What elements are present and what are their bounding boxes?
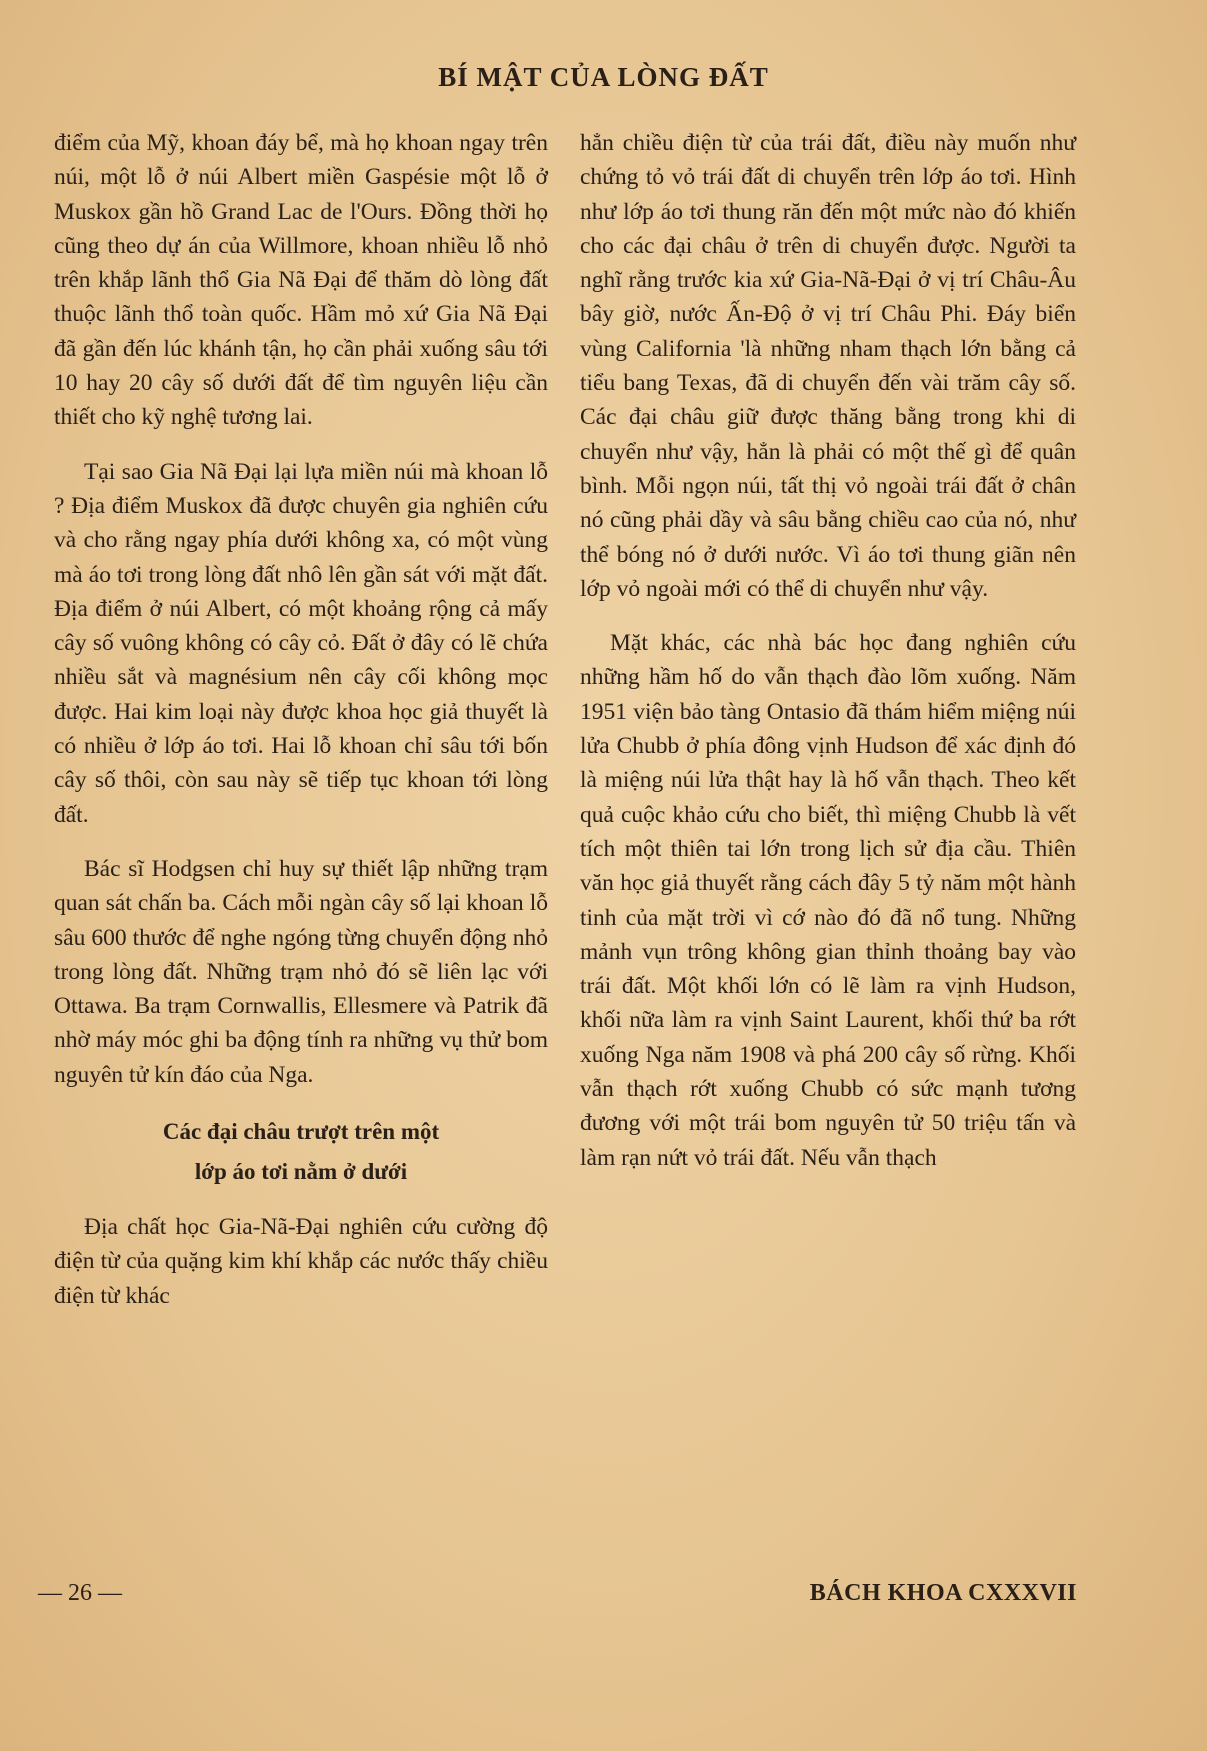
- paragraph: Địa chất học Gia-Nã-Đại nghiên cứu cường độ điện từ của quặng kim khí khắp các nước thấy chiều điện từ khác: [54, 1214, 548, 1309]
- running-header: BÍ MẬT CỦA LÒNG ĐẤT: [438, 62, 769, 92]
- right-column: [580, 126, 1076, 1175]
- page-number: — 26 —: [38, 1580, 122, 1606]
- paragraph: Bác sĩ Hodgsen chỉ huy sự thiết lập những trạm quan sát chấn ba. Cách mỗi ngàn cây số lại khoan lỗ sâu 600 thước để nghe ngóng từng chuyển động nhỏ trong lòng đất. Những trạm nhỏ đó sẽ liên lạc với Ottawa. Ba trạm Cornwallis, Ellesmere và Patrik đã nhờ máy móc ghi ba động tính ra những vụ thử bom nguyên tử kín đáo của Nga.: [54, 855, 548, 1088]
- section-subheading: [54, 1112, 548, 1192]
- paragraph: điểm của Mỹ, khoan đáy bể, mà họ khoan ngay trên núi, một lỗ ở núi Albert miền Gaspésie một lỗ ở Muskox gần hồ Grand Lac de l'Ours. Đồng thời họ cũng theo dự án của Willmore, khoan nhiều lỗ nhỏ trên khắp lãnh thổ Gia Nã Đại để thăm dò lòng đất thuộc lãnh thổ toàn quốc. Hầm mỏ xứ Gia Nã Đại đã gần đến lúc khánh tận, họ cần phải xuống sâu tới 10 hay 20 cây số dưới đất để tìm nguyên liệu cần thiết cho kỹ nghệ tương lai.: [54, 130, 548, 431]
- paragraph: Mặt khác, các nhà bác học đang nghiên cứu những hầm hố do vẫn thạch đào lõm xuống. Năm 1951 viện bảo tàng Ontasio đã thám hiểm miệng núi lửa Chubb ở phía đông vịnh Hudson để xác định đó là miệng núi lửa thật hay là hố vẫn thạch. Theo kết quả cuộc khảo cứu cho biết, thì miệng Chubb là vết tích một thiên tai lớn trong lịch sử địa cầu. Thiên văn học giả thuyết rằng cách đây 5 tỷ năm một hành tinh của mặt trời vì cớ nào đó đã nổ tung. Những mảnh vụn trông không gian thỉnh thoảng bay vào trái đất. Một khối lớn có lẽ làm ra vịnh Hudson, khối nữa làm ra vịnh Saint Laurent, khối thứ ba rớt xuống Nga năm 1908 và phá 200 cây số rừng. Khối vẫn thạch rớt xuống Chubb có sức mạnh tương đương với một trái bom nguyên tử 50 triệu tấn và làm rạn nứt vỏ trái đất. Nếu vẫn thạch: [580, 630, 1076, 1171]
- left-column: [54, 126, 548, 1313]
- paragraph: hẳn chiều điện từ của trái đất, điều này muốn như chứng tỏ vỏ trái đất di chuyển trên lớp áo tơi. Hình như lớp áo tơi thung răn đến một mức nào đó khiến cho các đại châu ở trên di chuyển được. Người ta nghĩ rằng trước kia xứ Gia-Nã-Đại ở vị trí Châu-Âu bây giờ, nước Ấn-Độ ở vị trí Châu Phi. Đáy biển vùng California 'là những nham thạch lớn bằng cả tiểu bang Texas, đã di chuyển đến vài trăm cây số. Các đại châu giữ được thăng bằng trong khi di chuyển như vậy, hẳn là phải có một thế gì để quân bình. Mỗi ngọn núi, tất thị vỏ ngoài trái đất ở chân nó cũng phải dầy và sâu bằng chiều cao của nó, như thể bóng nó ở dưới nước. Vì áo tơi thung giãn nên lớp vỏ ngoài mới có thể di chuyển như vậy.: [580, 130, 1076, 602]
- subheading-line: Các đại châu trượt trên một: [162, 1119, 440, 1145]
- subheading-line: lớp áo tơi nằm ở dưới: [194, 1159, 408, 1185]
- paragraph: Tại sao Gia Nã Đại lại lựa miền núi mà khoan lỗ ? Địa điểm Muskox đã được chuyên gia nghiên cứu và cho rằng ngay phía dưới không xa, có một vùng mà áo tơi trong lòng đất nhô lên gần sát với mặt đất. Địa điểm ở núi Albert, có một khoảng rộng cả mấy cây số vuông không có cây cỏ. Đất ở đây có lẽ chứa nhiều sắt và magnésium nên cây cối không mọc được. Hai kim loại này được khoa học giả thuyết là có nhiều ở lớp áo tơi. Hai lỗ khoan chỉ sâu tới bốn cây số thôi, còn sau này sẽ tiếp tục khoan tới lòng đất.: [54, 458, 548, 828]
- publication-name: BÁCH KHOA CXXXVII: [809, 1580, 1077, 1606]
